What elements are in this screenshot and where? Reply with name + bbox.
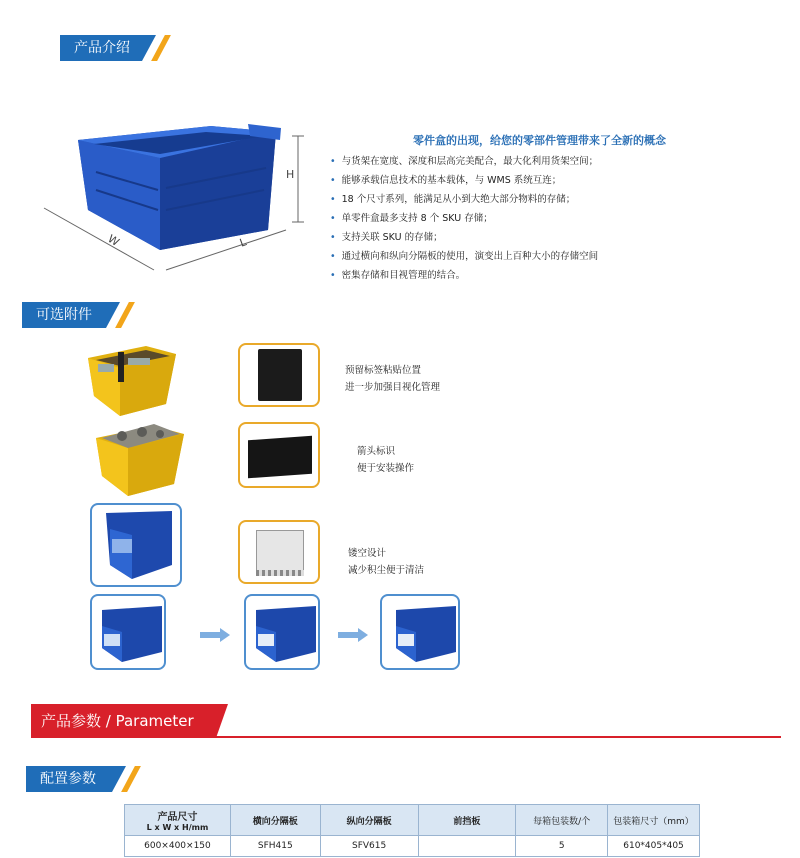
table-cell-horizontal-divider: SFH415 <box>230 836 320 857</box>
intro-headline: 零件盒的出现，给您的零部件管理带来了全新的概念 <box>413 134 666 147</box>
caption-line: 预留标签粘贴位置 <box>345 365 422 376</box>
accessory-caption <box>345 362 440 396</box>
accessory-caption <box>348 545 424 579</box>
caption-line: 箭头标识 <box>357 446 396 457</box>
tab-stripe <box>115 302 135 328</box>
accessory-caption <box>357 443 414 477</box>
table-cell-front-panel <box>418 836 516 857</box>
table-header-carton-size: 包装箱尺寸（mm） <box>608 805 700 836</box>
arrow-right-icon <box>200 628 230 642</box>
section-tab-label: 产品介绍 <box>74 40 130 56</box>
feature-item: • 支持关联 SKU 的存储； <box>330 228 598 247</box>
feature-item: • 18 个尺寸系列，能满足从小到大绝大部分物料的存储； <box>330 190 598 209</box>
feature-item: • 与货架在宽度、深度和层高完美配合，最大化利用货架空间； <box>330 152 598 171</box>
blue-bin-closeup-image <box>246 596 318 668</box>
blue-bin-image <box>36 110 326 285</box>
caption-line: 镂空设计 <box>348 548 387 559</box>
dimension-l-label: L <box>237 235 249 250</box>
feature-item: • 能够承载信息技术的基本载体，与 WMS 系统互连； <box>330 171 598 190</box>
blue-bin-frame <box>380 594 460 670</box>
yellow-bin-image <box>92 420 187 500</box>
section-tab-config <box>26 766 112 792</box>
arrow-right-icon <box>338 628 368 642</box>
blue-bin-frame <box>90 503 182 587</box>
table-cell-carton-size: 610*405*405 <box>608 836 700 857</box>
accessory-frame <box>238 520 320 584</box>
caption-line: 减少积尘便于清洁 <box>348 565 425 576</box>
parameter-divider <box>31 736 781 738</box>
dimension-w-label: W <box>105 232 122 249</box>
front-panel-image <box>258 349 302 401</box>
feature-list <box>330 152 598 285</box>
section-tab-label: 配置参数 <box>40 771 96 787</box>
accessory-frame <box>238 422 320 488</box>
yellow-bin-image <box>84 340 179 420</box>
parameter-header-label: 产品参数 / Parameter <box>41 712 194 730</box>
tab-stripe <box>121 766 141 792</box>
section-tab-label: 可选附件 <box>36 307 92 323</box>
spec-table <box>124 804 700 857</box>
blue-bin-closeup-image <box>382 596 458 668</box>
dimension-h-label: H <box>286 168 295 181</box>
caption-line: 便于安装操作 <box>357 463 415 474</box>
table-header-row <box>125 805 700 836</box>
table-header-qty-per-carton: 每箱包装数/个 <box>516 805 608 836</box>
divider-image <box>248 436 312 478</box>
feature-item: • 单零件盒最多支持 8 个 SKU 存储； <box>330 209 598 228</box>
table-header-horizontal-divider: 横向分隔板 <box>230 805 320 836</box>
section-tab-intro <box>60 35 142 61</box>
tab-stripe <box>151 35 171 61</box>
blue-bin-closeup-image <box>92 596 164 668</box>
accessory-frame <box>238 343 320 407</box>
header-main: 产品尺寸 <box>157 812 198 823</box>
table-cell-size: 600×400×150 <box>125 836 231 857</box>
blue-bin-frame <box>244 594 320 670</box>
table-row <box>125 836 700 857</box>
parameter-header-bar <box>31 704 216 738</box>
header-sub: L x W x H/mm <box>146 823 209 832</box>
caption-line: 进一步加强目视化管理 <box>345 382 441 393</box>
blue-bin-frame <box>90 594 166 670</box>
table-header-front-panel: 前挡板 <box>418 805 516 836</box>
table-cell-qty-per-carton: 5 <box>516 836 608 857</box>
table-header-size <box>125 805 231 836</box>
table-header-vertical-divider: 纵向分隔板 <box>320 805 418 836</box>
table-cell-vertical-divider: SFV615 <box>320 836 418 857</box>
blue-bin-closeup-image <box>92 505 180 585</box>
hollow-divider-base <box>256 570 304 576</box>
feature-item: • 密集存储和目视管理的结合。 <box>330 266 598 285</box>
section-tab-accessories <box>22 302 106 328</box>
feature-item: • 通过横向和纵向分隔板的使用，演变出上百种大小的存储空间 <box>330 247 598 266</box>
